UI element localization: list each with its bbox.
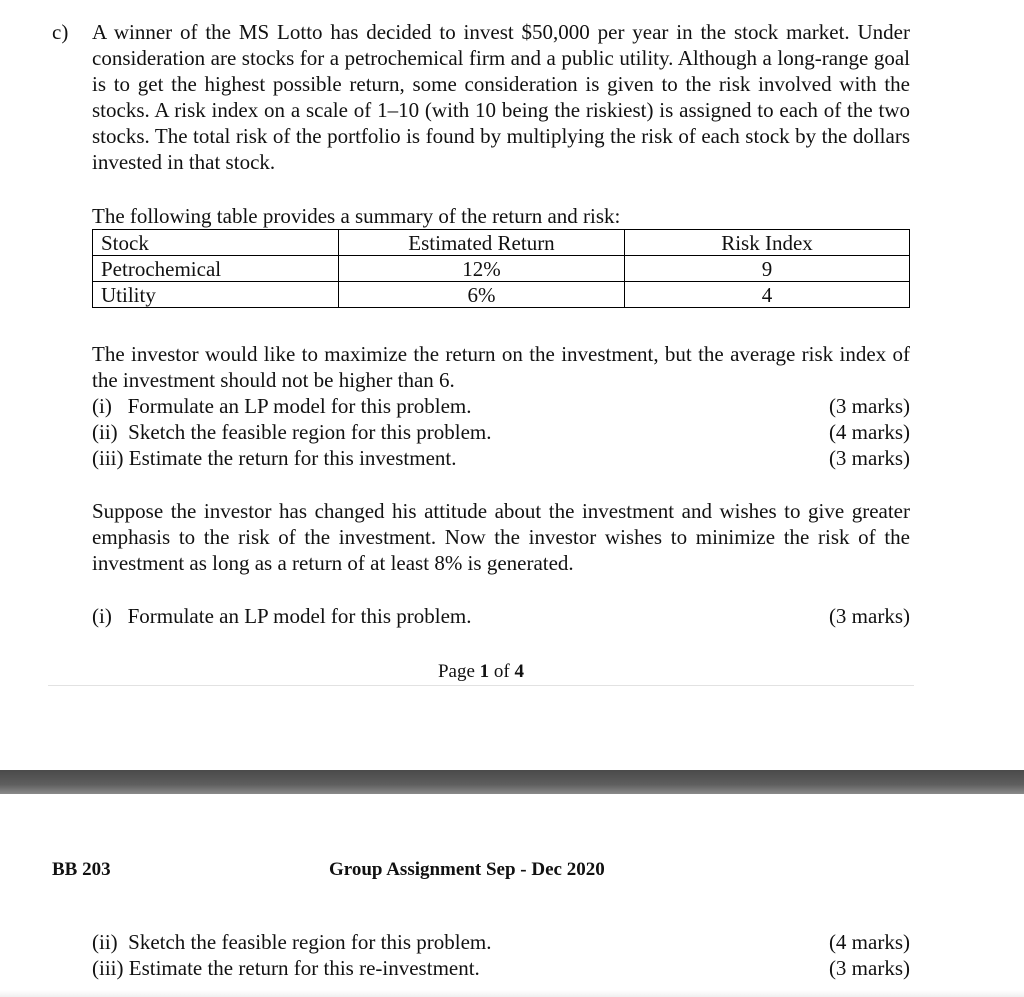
table-header-row <box>93 230 910 256</box>
item-marks: (3 marks) <box>828 956 910 980</box>
part1-item <box>92 393 910 419</box>
part2-item <box>92 603 910 629</box>
page-total: 4 <box>514 661 524 682</box>
table-cell: 6% <box>339 282 625 308</box>
item-marks: (3 marks) <box>828 446 910 470</box>
page-mid: of <box>489 661 515 682</box>
part1-item <box>92 419 910 445</box>
part2-text: Suppose the investor has changed his attitude about the investment and wishes to give greater emphasis to the risk of the investment. Now the investor wishes to minimize the risk of the investment as long as a return of at least 8% is generated. <box>92 499 910 575</box>
table-cell: 4 <box>625 282 910 308</box>
item-text: (i) Formulate an LP model for this problem. <box>92 394 472 418</box>
item-text: (iii) Estimate the return for this investment. <box>92 446 457 470</box>
table-header-cell: Estimated Return <box>339 230 625 256</box>
table-cell: 12% <box>339 256 625 282</box>
item-marks: (3 marks) <box>828 604 910 628</box>
item-text: (iii) Estimate the return for this re-investment. <box>92 956 480 980</box>
question-intro: A winner of the MS Lotto has decided to invest $50,000 per year in the stock market. Under consideration are stocks for a petrochemical firm and a public utility. Although a long-range goal is to get the highest possible return, some consideration is given to the risk involved with the stocks. A risk index on a scale of 1–10 (with 10 being the riskiest) is assigned to each of the two stocks. The total risk of the portfolio is found by multiplying the risk of each stock by the dollars invested in that stock. <box>92 20 910 174</box>
table-cell: 9 <box>625 256 910 282</box>
item-marks: (3 marks) <box>828 394 910 418</box>
page-prefix: Page <box>437 661 480 682</box>
part1-item <box>92 445 910 471</box>
page-gap <box>0 770 1024 794</box>
page-bottom-shadow <box>0 990 1024 997</box>
table-header-cell: Stock <box>93 230 339 256</box>
assignment-title: Group Assignment Sep - Dec 2020 <box>329 859 605 880</box>
table-row <box>93 282 910 308</box>
table-cell: Utility <box>93 282 339 308</box>
course-code: BB 203 <box>52 859 111 880</box>
table-caption: The following table provides a summary of the return and risk: <box>92 204 621 228</box>
page-divider <box>48 685 914 686</box>
table-cell: Petrochemical <box>93 256 339 282</box>
return-risk-table <box>92 229 910 308</box>
table-header-cell: Risk Index <box>625 230 910 256</box>
item-text: (ii) Sketch the feasible region for this problem. <box>92 420 492 444</box>
item-text: (i) Formulate an LP model for this problem. <box>92 604 472 628</box>
page-current: 1 <box>479 661 490 682</box>
question-label: c) <box>52 20 69 44</box>
item-marks: (4 marks) <box>828 930 910 954</box>
item-text: (ii) Sketch the feasible region for this problem. <box>92 930 492 954</box>
part1-text: The investor would like to maximize the return on the investment, but the average risk index of the investment should not be higher than 6. <box>92 342 910 392</box>
table-row <box>93 256 910 282</box>
item-marks: (4 marks) <box>828 420 910 444</box>
part2-item <box>92 929 910 955</box>
page-number <box>0 661 962 683</box>
part2-item <box>92 955 910 981</box>
